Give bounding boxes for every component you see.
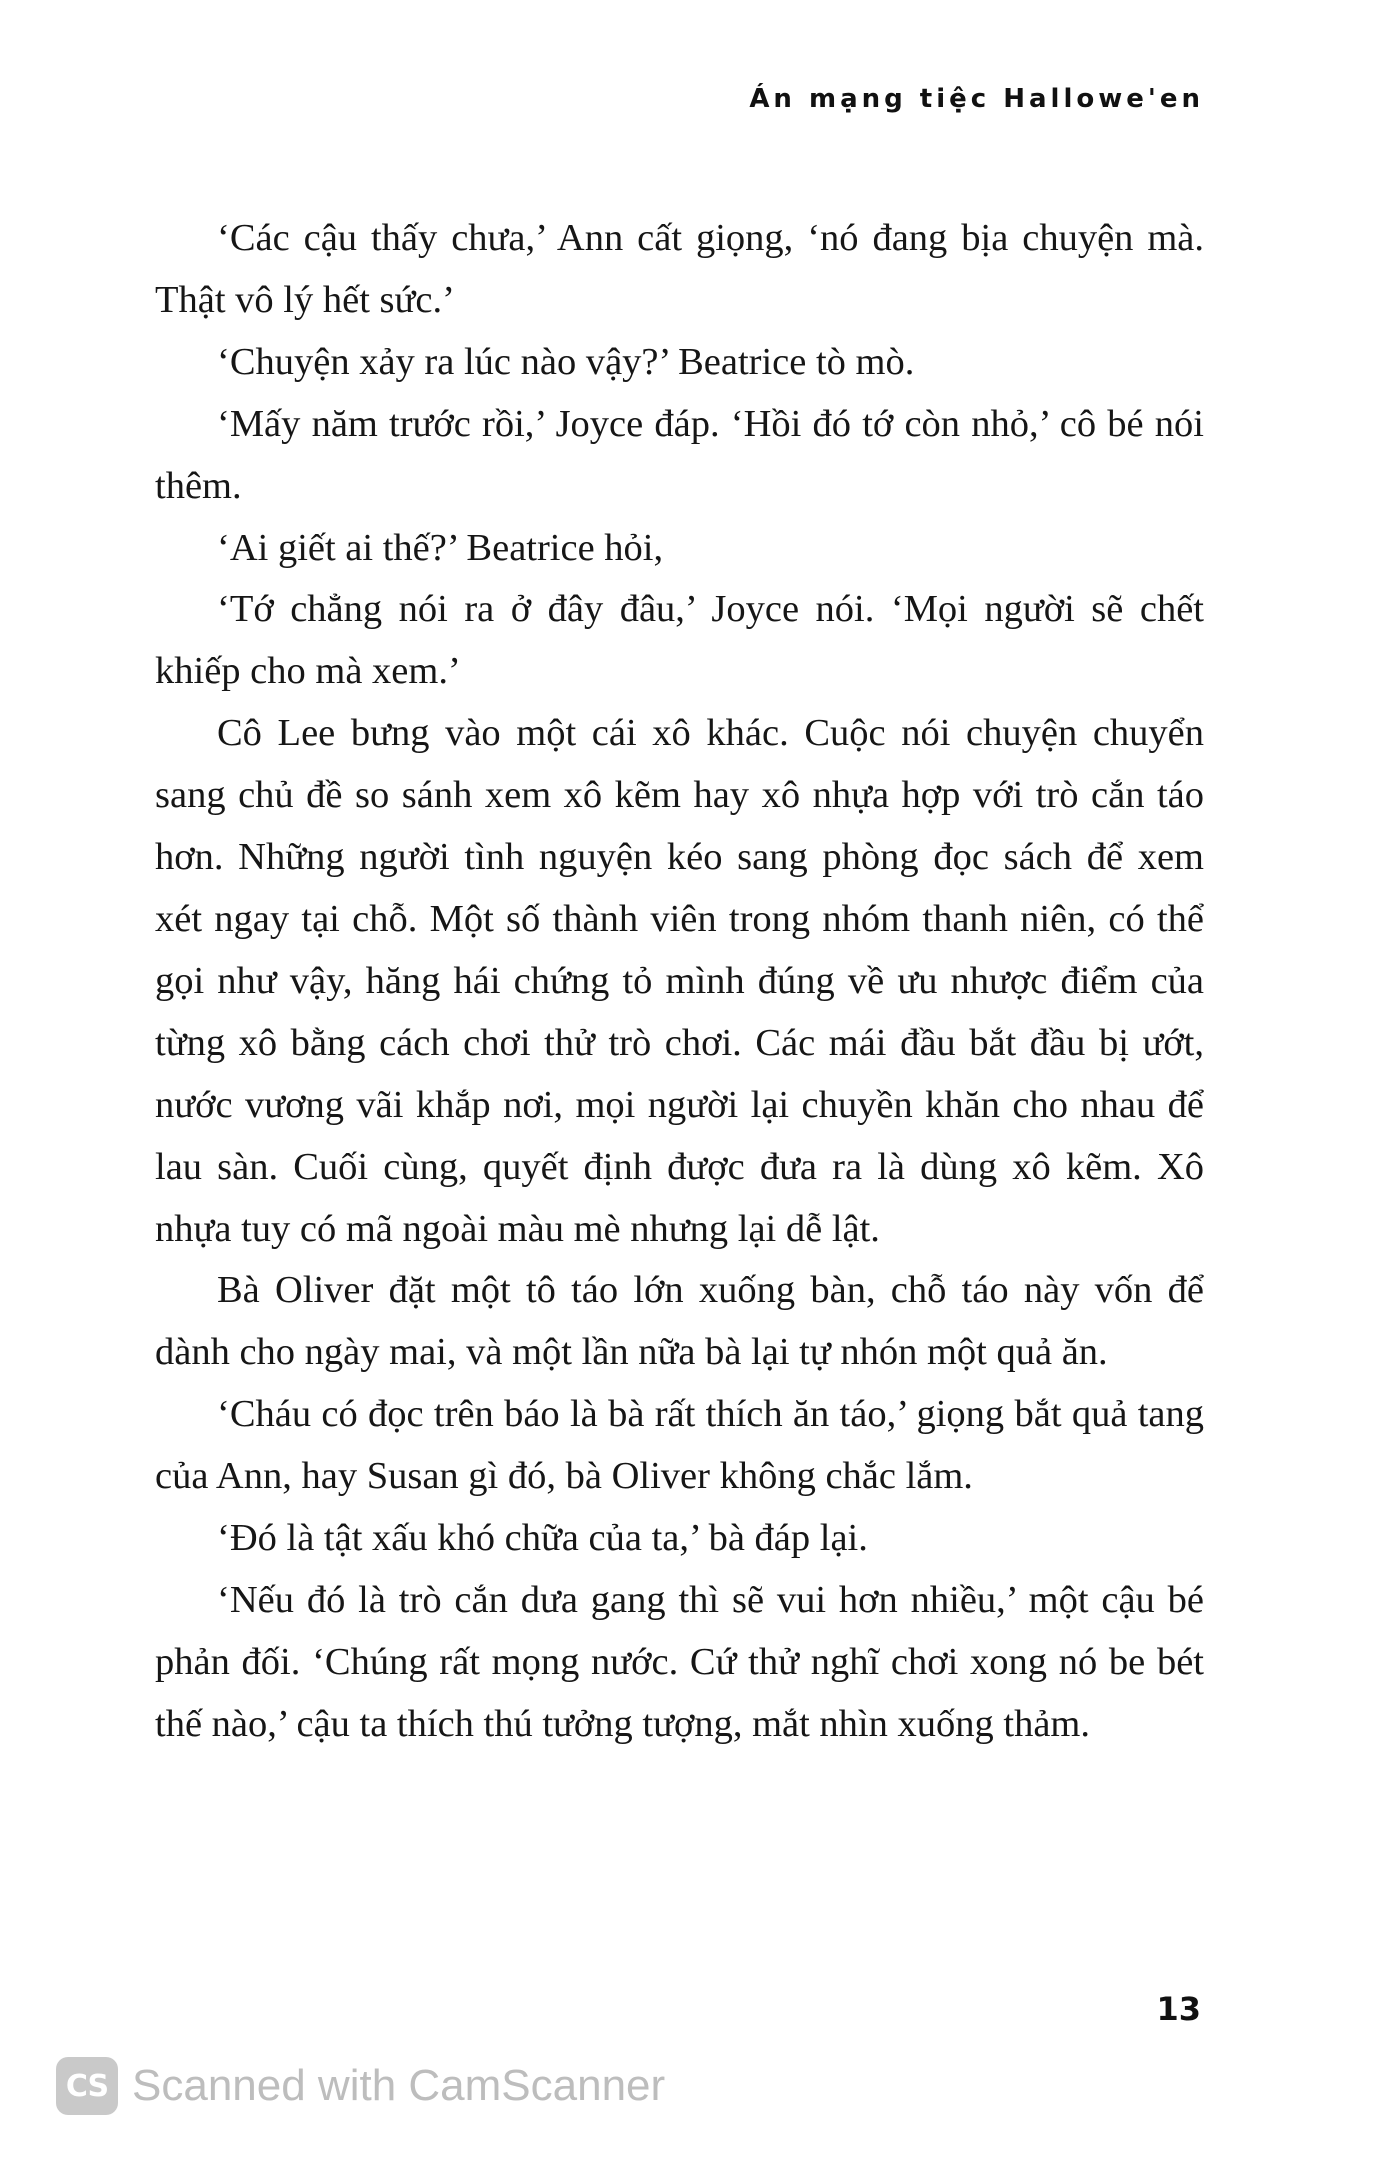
paragraph: ‘Mấy năm trước rồi,’ Joyce đáp. ‘Hồi đó tớ còn nhỏ,’ cô bé nói thêm. bbox=[155, 402, 1204, 507]
paragraph: Bà Oliver đặt một tô táo lớn xuống bàn, chỗ táo này vốn để dành cho ngày mai, và một lần nữa bà lại tự nhón một quả ăn. bbox=[155, 1269, 1204, 1374]
paragraph: ‘Nếu đó là trò cắn dưa gang thì sẽ vui hơn nhiều,’ một cậu bé phản đối. ‘Chúng rất mọng nước. Cứ thử nghĩ chơi xong nó be bét thế nào,’ cậu ta thích thú tưởng tượng, mắt nhìn xuống thảm. bbox=[155, 1578, 1204, 1745]
camscanner-watermark bbox=[56, 2057, 665, 2115]
paragraph: ‘Ai giết ai thế?’ Beatrice hỏi, bbox=[217, 526, 664, 569]
body-text bbox=[155, 208, 1204, 1756]
camscanner-logo-icon: CS bbox=[56, 2057, 118, 2115]
paragraph: ‘Cháu có đọc trên báo là bà rất thích ăn táo,’ giọng bắt quả tang của Ann, hay Susan gì đó, bà Oliver không chắc lắm. bbox=[155, 1393, 1204, 1498]
page-number: 13 bbox=[1156, 1990, 1201, 2028]
watermark-text: Scanned with CamScanner bbox=[132, 2061, 666, 2110]
paragraph: ‘Đó là tật xấu khó chữa của ta,’ bà đáp lại. bbox=[217, 1517, 868, 1560]
paragraph: ‘Tớ chẳng nói ra ở đây đâu,’ Joyce nói. ‘Mọi người sẽ chết khiếp cho mà xem.’ bbox=[155, 588, 1204, 693]
paragraph: ‘Chuyện xảy ra lúc nào vậy?’ Beatrice tò mò. bbox=[217, 340, 915, 383]
paragraph: ‘Các cậu thấy chưa,’ Ann cất giọng, ‘nó đang bịa chuyện mà. Thật vô lý hết sức.’ bbox=[155, 217, 1204, 321]
paragraph: Cô Lee bưng vào một cái xô khác. Cuộc nói chuyện chuyển sang chủ đề so sánh xem xô kẽm hay xô nhựa hợp với trò cắn táo hơn. Những người tình nguyện kéo sang phòng đọc sách để xem xét ngay tại chỗ. Một số thành viên trong nhóm thanh niên, có thể gọi như vậy, hăng hái chứng tỏ mình đúng về ưu nhược điểm của từng xô bằng cách chơi thử trò chơi. Các mái đầu bắt đầu bị ướt, nước vương vãi khắp nơi, mọi người lại chuyền khăn cho nhau để lau sàn. Cuối cùng, quyết định được đưa ra là dùng xô kẽm. Xô nhựa tuy có mã ngoài màu mè nhưng lại dễ lật. bbox=[155, 712, 1204, 1250]
running-header: Án mạng tiệc Hallowe'en bbox=[749, 84, 1204, 114]
